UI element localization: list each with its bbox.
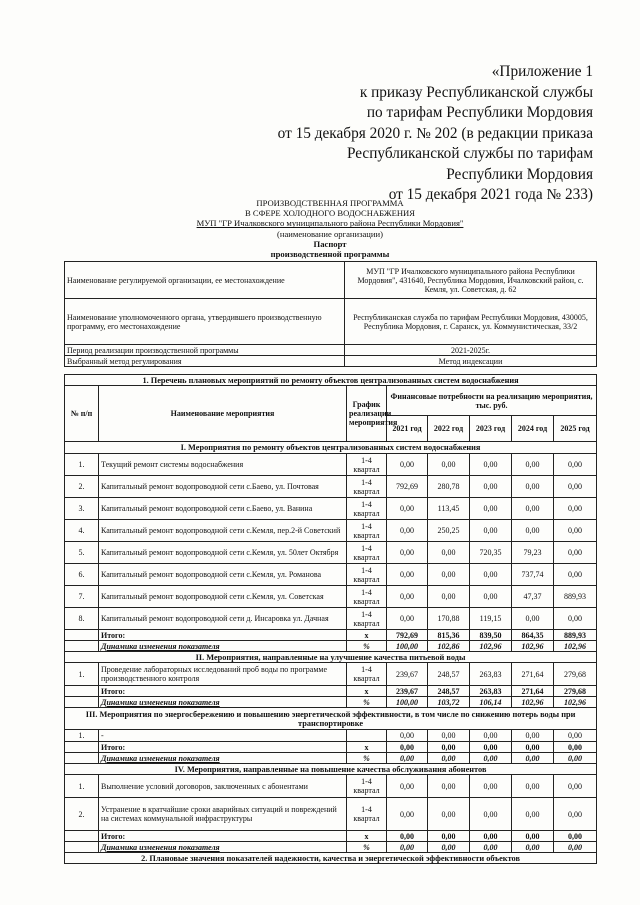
schedule: 1-4 квартал	[347, 798, 387, 831]
total-label: Итого:	[99, 630, 347, 641]
dynamics-row	[65, 842, 597, 853]
amount-cell: 170,88	[428, 608, 470, 630]
row-number	[65, 831, 99, 842]
amount-cell: 271,64	[512, 663, 554, 686]
organization-caption: (наименование организации)	[277, 228, 383, 239]
amount-cell: 0,00	[554, 564, 597, 586]
organization-name: МУП "ГР Ичалковского муниципального района Республики Мордовия"	[196, 218, 464, 229]
amount-cell: 0,00	[470, 454, 512, 476]
amount-cell: 0,00	[512, 798, 554, 831]
amount-cell: 0,00	[554, 775, 597, 798]
amount-cell: 102,96	[470, 641, 512, 652]
row-number: 4.	[65, 520, 99, 542]
schedule: х	[347, 686, 387, 697]
schedule: х	[347, 742, 387, 753]
total-row	[65, 831, 597, 842]
amount-cell: 0,00	[554, 730, 597, 742]
amount-cell: 0,00	[470, 798, 512, 831]
amount-cell: 239,67	[387, 686, 428, 697]
passport-row	[65, 299, 597, 345]
amount-cell: 0,00	[428, 842, 470, 853]
table-row	[65, 454, 597, 476]
schedule: %	[347, 753, 387, 764]
measures-table	[64, 374, 597, 864]
amount-cell: 0,00	[512, 753, 554, 764]
header-year: 2025 год	[554, 416, 597, 442]
dynamics-label: Динамика изменения показателя	[99, 842, 347, 853]
schedule: х	[347, 831, 387, 842]
group-title: I. Мероприятия по ремонту объектов централизованных систем водоснабжения	[65, 442, 597, 454]
amount-cell: 0,00	[387, 798, 428, 831]
amount-cell: 0,00	[470, 742, 512, 753]
schedule: 1-4 квартал	[347, 608, 387, 630]
amount-cell: 839,50	[470, 630, 512, 641]
amount-cell: 0,00	[512, 730, 554, 742]
amount-cell: 271,64	[512, 686, 554, 697]
total-row	[65, 686, 597, 697]
amount-cell: 239,67	[387, 663, 428, 686]
schedule: 1-4 квартал	[347, 498, 387, 520]
header-finance: Финансовые потребности на реализацию мероприятия, тыс. руб.	[387, 386, 597, 416]
measure-name: -	[99, 730, 347, 742]
measure-name: Текущий ремонт системы водоснабжения	[99, 454, 347, 476]
header-year: 2023 год	[470, 416, 512, 442]
appendix-line: Республиканской службы по тарифам	[346, 145, 593, 162]
amount-cell: 0,00	[470, 753, 512, 764]
dynamics-label: Динамика изменения показателя	[99, 753, 347, 764]
measure-name: Проведение лабораторных исследований проб воды по программе производственного контроля	[99, 663, 347, 686]
amount-cell: 0,00	[387, 454, 428, 476]
amount-cell: 0,00	[387, 842, 428, 853]
section-2-title: 2. Плановые значения показателей надежности, качества и энергетической эффективности объектов	[65, 853, 597, 864]
amount-cell: 864,35	[512, 630, 554, 641]
dynamics-row	[65, 697, 597, 708]
measure-name: Капитальный ремонт водопроводной сети с.Кемля, ул. Советская	[99, 586, 347, 608]
amount-cell: 0,00	[470, 520, 512, 542]
amount-cell: 0,00	[512, 608, 554, 630]
amount-cell: 0,00	[387, 498, 428, 520]
schedule: 1-4 квартал	[347, 454, 387, 476]
amount-cell: 0,00	[428, 586, 470, 608]
amount-cell: 0,00	[387, 520, 428, 542]
amount-cell: 0,00	[428, 831, 470, 842]
measure-name: Капитальный ремонт водопроводной сети с.Баево, ул. Ванина	[99, 498, 347, 520]
amount-cell: 102,96	[512, 641, 554, 652]
total-label: Итого:	[99, 831, 347, 842]
amount-cell: 815,36	[428, 630, 470, 641]
group-title: II. Мероприятия, направленные на улучшение качества питьевой воды	[65, 652, 597, 663]
total-row	[65, 742, 597, 753]
group-title: III. Мероприятия по энергосбережению и повышению энергетической эффективности, в том числе по снижению потерь воды при транспортировке	[65, 708, 597, 730]
amount-cell: 0,00	[554, 498, 597, 520]
amount-cell: 248,57	[428, 686, 470, 697]
schedule: х	[347, 630, 387, 641]
amount-cell: 0,00	[470, 775, 512, 798]
amount-cell: 0,00	[554, 476, 597, 498]
amount-cell: 0,00	[512, 831, 554, 842]
row-number: 6.	[65, 564, 99, 586]
table-row	[65, 663, 597, 686]
total-label: Итого:	[99, 686, 347, 697]
amount-cell: 792,69	[387, 476, 428, 498]
group-title-row	[65, 652, 597, 663]
row-number: 1.	[65, 730, 99, 742]
passport-value: 2021-2025г.	[345, 345, 597, 356]
passport-subheading: производственной программы	[270, 249, 390, 260]
amount-cell: 0,00	[512, 775, 554, 798]
passport-label: Выбранный метод регулирования	[65, 356, 345, 367]
table-row	[65, 608, 597, 630]
amount-cell: 0,00	[512, 842, 554, 853]
schedule: %	[347, 641, 387, 652]
amount-cell: 889,93	[554, 586, 597, 608]
amount-cell: 279,68	[554, 663, 597, 686]
appendix-line: Республики Мордовия	[446, 165, 593, 183]
row-number	[65, 842, 99, 853]
amount-cell: 280,78	[428, 476, 470, 498]
row-number: 8.	[65, 608, 99, 630]
amount-cell: 0,00	[470, 498, 512, 520]
amount-cell: 0,00	[554, 454, 597, 476]
amount-cell: 0,00	[554, 842, 597, 853]
amount-cell: 0,00	[554, 798, 597, 831]
amount-cell: 0,00	[387, 586, 428, 608]
amount-cell: 0,00	[554, 608, 597, 630]
amount-cell: 0,00	[428, 753, 470, 764]
amount-cell: 79,23	[512, 542, 554, 564]
header-name: Наименование мероприятия	[99, 386, 347, 442]
passport-row	[65, 345, 597, 356]
amount-cell: 0,00	[512, 520, 554, 542]
table-row	[65, 476, 597, 498]
measures-body	[65, 442, 597, 853]
amount-cell: 0,00	[554, 742, 597, 753]
measure-name: Капитальный ремонт водопроводной сети с.Кемля, ул. Романова	[99, 564, 347, 586]
amount-cell: 0,00	[470, 586, 512, 608]
row-number: 1.	[65, 775, 99, 798]
measure-name: Устранение в кратчайшие сроки аварийных ситуаций и повреждений на системах коммунальной инфраструктуры	[99, 798, 347, 831]
amount-cell: 0,00	[554, 520, 597, 542]
amount-cell: 279,68	[554, 686, 597, 697]
amount-cell: 0,00	[428, 564, 470, 586]
row-number	[65, 630, 99, 641]
header-year: 2021 год	[387, 416, 428, 442]
schedule: 1-4 квартал	[347, 663, 387, 686]
amount-cell: 47,37	[512, 586, 554, 608]
amount-cell: 102,96	[554, 641, 597, 652]
appendix-line: от 15 декабря 2021 года № 233)	[388, 186, 593, 203]
amount-cell: 0,00	[387, 730, 428, 742]
amount-cell: 263,83	[470, 686, 512, 697]
measure-name: Капитальный ремонт водопроводной сети д. Инсаровка ул. Дачная	[99, 608, 347, 630]
header-year: 2022 год	[428, 416, 470, 442]
schedule: 1-4 квартал	[347, 476, 387, 498]
amount-cell: 0,00	[470, 564, 512, 586]
schedule: %	[347, 842, 387, 853]
header-year: 2024 год	[512, 416, 554, 442]
title-line-1: ПРОИЗВОДСТВЕННАЯ ПРОГРАММА	[256, 198, 404, 208]
amount-cell: 102,86	[428, 641, 470, 652]
amount-cell: 0,00	[554, 542, 597, 564]
appendix-line: по тарифам Республики Мордовия	[366, 104, 593, 121]
amount-cell: 119,15	[470, 608, 512, 630]
amount-cell: 737,74	[512, 564, 554, 586]
appendix-header	[233, 62, 593, 206]
amount-cell: 889,93	[554, 630, 597, 641]
amount-cell: 100,00	[387, 697, 428, 708]
appendix-line: к приказу Республиканской службы	[359, 83, 593, 101]
amount-cell: 0,00	[428, 742, 470, 753]
passport-value: Республиканская служба по тарифам Республики Мордовия, 430005, Республика Мордовия, г. Саранск, ул. Коммунистическая, 33/2	[345, 299, 597, 345]
header-num: № п/п	[65, 386, 99, 442]
row-number	[65, 697, 99, 708]
amount-cell: 0,00	[428, 454, 470, 476]
measure-name: Капитальный ремонт водопроводной сети с.Кемля, пер.2-й Советский	[99, 520, 347, 542]
amount-cell: 0,00	[512, 454, 554, 476]
amount-cell: 0,00	[387, 753, 428, 764]
amount-cell: 0,00	[387, 542, 428, 564]
group-title-row	[65, 708, 597, 730]
amount-cell: 0,00	[512, 742, 554, 753]
row-number: 2.	[65, 476, 99, 498]
appendix-line: «Приложение 1	[491, 63, 593, 80]
passport-table	[64, 261, 597, 367]
passport-value: МУП "ГР Ичалковского муниципального района Республики Мордовия", 431640, Республика Мордовия, Ичалковский район, с. Кемля, ул. Советская, д. 62	[345, 262, 597, 299]
amount-cell: 0,00	[428, 542, 470, 564]
amount-cell: 113,45	[428, 498, 470, 520]
dynamics-row	[65, 753, 597, 764]
row-number: 2.	[65, 798, 99, 831]
table-row	[65, 798, 597, 831]
amount-cell: 0,00	[387, 775, 428, 798]
passport-label: Наименование регулируемой организации, ее местонахождение	[65, 262, 345, 299]
amount-cell: 100,00	[387, 641, 428, 652]
amount-cell: 0,00	[554, 753, 597, 764]
passport-value: Метод индексации	[345, 356, 597, 367]
passport-label: Период реализации производственной программы	[65, 345, 345, 356]
amount-cell: 0,00	[428, 798, 470, 831]
passport-row	[65, 356, 597, 367]
passport-row	[65, 262, 597, 299]
table-row	[65, 498, 597, 520]
table-row	[65, 564, 597, 586]
amount-cell: 0,00	[387, 608, 428, 630]
row-number	[65, 641, 99, 652]
schedule: 1-4 квартал	[347, 586, 387, 608]
dynamics-label: Динамика изменения показателя	[99, 641, 347, 652]
amount-cell: 0,00	[554, 831, 597, 842]
title-line-2: В СФЕРЕ ХОЛОДНОГО ВОДОСНАБЖЕНИЯ	[244, 208, 415, 219]
amount-cell: 0,00	[512, 476, 554, 498]
row-number	[65, 686, 99, 697]
amount-cell: 0,00	[470, 842, 512, 853]
dynamics-label: Динамика изменения показателя	[99, 697, 347, 708]
amount-cell: 248,57	[428, 663, 470, 686]
table-row	[65, 775, 597, 798]
amount-cell: 0,00	[428, 775, 470, 798]
amount-cell: 102,96	[512, 697, 554, 708]
amount-cell: 0,00	[387, 564, 428, 586]
amount-cell: 0,00	[428, 730, 470, 742]
table-row	[65, 586, 597, 608]
amount-cell: 102,96	[554, 697, 597, 708]
table-row	[65, 520, 597, 542]
group-title-row	[65, 764, 597, 775]
row-number: 1.	[65, 663, 99, 686]
schedule: 1-4 квартал	[347, 520, 387, 542]
schedule: %	[347, 697, 387, 708]
schedule: 1-4 квартал	[347, 542, 387, 564]
schedule: 1-4 квартал	[347, 775, 387, 798]
row-number: 7.	[65, 586, 99, 608]
amount-cell: 720,35	[470, 542, 512, 564]
group-title: IV. Мероприятия, направленные на повышение качества обслуживания абонентов	[65, 764, 597, 775]
measure-name: Капитальный ремонт водопроводной сети с.Кемля, ул. 50лет Октября	[99, 542, 347, 564]
total-label: Итого:	[99, 742, 347, 753]
amount-cell: 106,14	[470, 697, 512, 708]
amount-cell: 0,00	[470, 476, 512, 498]
amount-cell: 250,25	[428, 520, 470, 542]
row-number	[65, 742, 99, 753]
amount-cell: 0,00	[512, 498, 554, 520]
table-row	[65, 730, 597, 742]
total-row	[65, 630, 597, 641]
schedule	[347, 730, 387, 742]
row-number	[65, 753, 99, 764]
passport-heading: Паспорт	[313, 238, 347, 249]
schedule: 1-4 квартал	[347, 564, 387, 586]
amount-cell: 103,72	[428, 697, 470, 708]
measure-name: Капитальный ремонт водопроводной сети с.Баево, ул. Почтовая	[99, 476, 347, 498]
amount-cell: 0,00	[387, 742, 428, 753]
group-title-row	[65, 442, 597, 454]
amount-cell: 792,69	[387, 630, 428, 641]
table-row	[65, 542, 597, 564]
measure-name: Выполнение условий договоров, заключенных с абонентами	[99, 775, 347, 798]
passport-label: Наименование уполномоченного органа, утвердившего производственную программу, его местонахождение	[65, 299, 345, 345]
section-1-title: 1. Перечень плановых мероприятий по ремонту объектов централизованных систем водоснабжения	[65, 375, 597, 386]
appendix-line: от 15 декабря 2020 г. № 202 (в редакции приказа	[277, 124, 593, 142]
amount-cell: 263,83	[470, 663, 512, 686]
row-number: 3.	[65, 498, 99, 520]
dynamics-row	[65, 641, 597, 652]
amount-cell: 0,00	[470, 730, 512, 742]
row-number: 1.	[65, 454, 99, 476]
amount-cell: 0,00	[387, 831, 428, 842]
header-schedule: График реализации мероприятия	[347, 386, 387, 442]
row-number: 5.	[65, 542, 99, 564]
program-title	[64, 198, 596, 259]
amount-cell: 0,00	[470, 831, 512, 842]
